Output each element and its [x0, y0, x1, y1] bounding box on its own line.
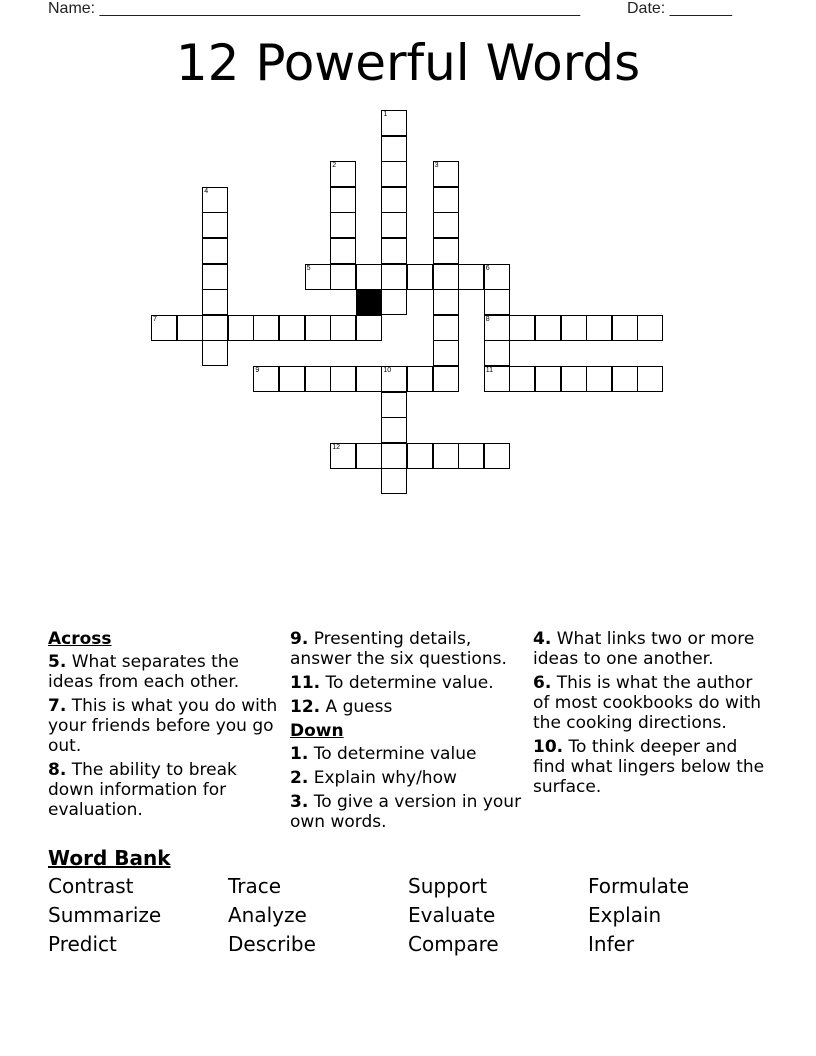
crossword-cell[interactable]: [535, 366, 561, 392]
crossword-cell[interactable]: [202, 340, 228, 366]
clue-down-4: 4. What links two or more ideas to one another.: [533, 629, 755, 669]
crossword-blocked-cell: [356, 289, 382, 315]
crossword-cell[interactable]: [433, 161, 459, 187]
crossword-cell[interactable]: [330, 264, 356, 290]
crossword-cell[interactable]: [228, 315, 254, 341]
crossword-cell[interactable]: [381, 187, 407, 213]
crossword-cell[interactable]: [330, 161, 356, 187]
clue-number: 5: [306, 264, 311, 272]
word-bank-title: Word Bank: [48, 846, 171, 870]
crossword-cell[interactable]: [177, 315, 203, 341]
word-bank-item: Support: [408, 874, 488, 898]
crossword-cell[interactable]: [484, 366, 510, 392]
crossword-cell[interactable]: [433, 212, 459, 238]
crossword-cell[interactable]: [535, 315, 561, 341]
down-heading: Down: [290, 721, 344, 741]
across-heading: Across: [48, 629, 112, 649]
clue-down-2: 2. Explain why/how: [290, 768, 457, 788]
crossword-cell[interactable]: [433, 264, 459, 290]
word-bank-item: Contrast: [48, 874, 134, 898]
crossword-cell[interactable]: [612, 315, 638, 341]
crossword-cell[interactable]: [330, 238, 356, 264]
clue-number: 6: [485, 264, 490, 272]
crossword-cell[interactable]: [279, 315, 305, 341]
crossword-cell[interactable]: [637, 315, 663, 341]
crossword-cell[interactable]: [356, 264, 382, 290]
crossword-cell[interactable]: [458, 264, 484, 290]
crossword-cell[interactable]: [561, 366, 587, 392]
crossword-cell[interactable]: [612, 366, 638, 392]
word-bank-item: Compare: [408, 932, 499, 956]
crossword-cell[interactable]: [330, 187, 356, 213]
clue-down-6: 6. This is what the author of most cookbooks do with the cooking directions.: [533, 673, 762, 733]
crossword-cell[interactable]: [356, 315, 382, 341]
crossword-cell[interactable]: [279, 366, 305, 392]
crossword-cell[interactable]: [305, 264, 331, 290]
crossword-cell[interactable]: [202, 315, 228, 341]
crossword-cell[interactable]: [202, 187, 228, 213]
clue-down-1: 1. To determine value: [290, 744, 477, 764]
word-bank-item: Summarize: [48, 903, 162, 927]
crossword-cell[interactable]: [356, 366, 382, 392]
clue-number: 12: [332, 443, 340, 451]
word-bank-item: Analyze: [228, 903, 307, 927]
crossword-cell[interactable]: [381, 468, 407, 494]
crossword-cell[interactable]: [484, 340, 510, 366]
crossword-cell[interactable]: [151, 315, 177, 341]
clue-across-5: 5. What separates the ideas from each other.: [48, 652, 240, 692]
crossword-cell[interactable]: [433, 238, 459, 264]
clue-across-7: 7. This is what you do with your friends before you go out.: [48, 696, 278, 756]
crossword-cell[interactable]: [356, 443, 382, 469]
crossword-grid: [0, 0, 816, 520]
clue-across-8: 8. The ability to break down information for evaluation.: [48, 760, 237, 820]
crossword-cell[interactable]: [433, 366, 459, 392]
crossword-cell[interactable]: [330, 443, 356, 469]
crossword-cell[interactable]: [330, 212, 356, 238]
crossword-cell[interactable]: [381, 161, 407, 187]
clue-number: 9: [255, 367, 260, 374]
crossword-cell[interactable]: [202, 289, 228, 315]
crossword-cell[interactable]: [381, 212, 407, 238]
crossword-cell[interactable]: [381, 238, 407, 264]
crossword-cell[interactable]: [330, 366, 356, 392]
word-bank-item: Formulate: [588, 874, 690, 898]
crossword-cell[interactable]: [484, 264, 510, 290]
clue-down-3: 3. To give a version in your own words.: [290, 792, 522, 832]
page-title: 12 Powerful Words: [175, 34, 641, 92]
clue-across-11: 11. To determine value.: [290, 673, 494, 693]
clues-column-1: [48, 629, 280, 824]
clue-across-9: 9. Presenting details, answer the six questions.: [290, 629, 507, 669]
crossword-cell[interactable]: [509, 315, 535, 341]
crossword-cell[interactable]: [637, 366, 663, 392]
word-bank-item: Trace: [228, 874, 282, 898]
word-bank-item: Describe: [228, 932, 316, 956]
crossword-cell[interactable]: [381, 366, 407, 392]
word-bank-item: Predict: [48, 932, 117, 956]
crossword-cell[interactable]: [561, 315, 587, 341]
clue-number: 7: [153, 315, 157, 323]
clue-number: 8: [485, 315, 490, 323]
crossword-cell[interactable]: [433, 340, 459, 366]
clue-number: 11: [485, 367, 494, 374]
crossword-cell[interactable]: [381, 136, 407, 162]
crossword-cell[interactable]: [202, 238, 228, 264]
crossword-cell[interactable]: [484, 315, 510, 341]
crossword-cell[interactable]: [433, 289, 459, 315]
crossword-cell[interactable]: [509, 366, 535, 392]
clue-number: 2: [332, 162, 337, 170]
clue-number: 4: [204, 187, 209, 195]
crossword-cell[interactable]: [586, 366, 612, 392]
clue-number: 1: [383, 111, 388, 118]
crossword-cell[interactable]: [458, 443, 484, 469]
crossword-cell[interactable]: [381, 417, 407, 443]
clue-number: 3: [434, 162, 439, 170]
name-field[interactable]: Name: ______________________________________________________: [48, 0, 581, 17]
crossword-cell[interactable]: [407, 366, 433, 392]
crossword-cell[interactable]: [202, 212, 228, 238]
crossword-cell[interactable]: [433, 443, 459, 469]
crossword-cell[interactable]: [433, 315, 459, 341]
crossword-cell[interactable]: [433, 187, 459, 213]
clue-down-10: 10. To think deeper and find what lingers below the surface.: [533, 737, 765, 797]
clue-across-12: 12. A guess: [290, 697, 393, 717]
clues-column-3: [533, 629, 773, 801]
crossword-cell[interactable]: [586, 315, 612, 341]
crossword-cell[interactable]: [381, 110, 407, 136]
crossword-cell[interactable]: [484, 289, 510, 315]
clue-number: 10: [383, 367, 392, 374]
crossword-cell[interactable]: [253, 366, 279, 392]
crossword-cell[interactable]: [305, 366, 331, 392]
crossword-cell[interactable]: [381, 264, 407, 290]
clues-column-2: [290, 629, 525, 836]
crossword-cell[interactable]: [330, 315, 356, 341]
word-bank-item: Explain: [588, 903, 662, 927]
crossword-cell[interactable]: [381, 392, 407, 418]
crossword-cell[interactable]: [202, 264, 228, 290]
crossword-cell[interactable]: [407, 264, 433, 290]
word-bank-item: Infer: [588, 932, 635, 956]
crossword-cell[interactable]: [484, 443, 510, 469]
crossword-cell[interactable]: [381, 289, 407, 315]
crossword-cell[interactable]: [381, 443, 407, 469]
word-bank: [48, 874, 768, 956]
date-field[interactable]: Date: _______: [627, 0, 732, 17]
crossword-cell[interactable]: [253, 315, 279, 341]
word-bank-item: Evaluate: [408, 903, 496, 927]
crossword-cell[interactable]: [305, 315, 331, 341]
crossword-cell[interactable]: [407, 443, 433, 469]
